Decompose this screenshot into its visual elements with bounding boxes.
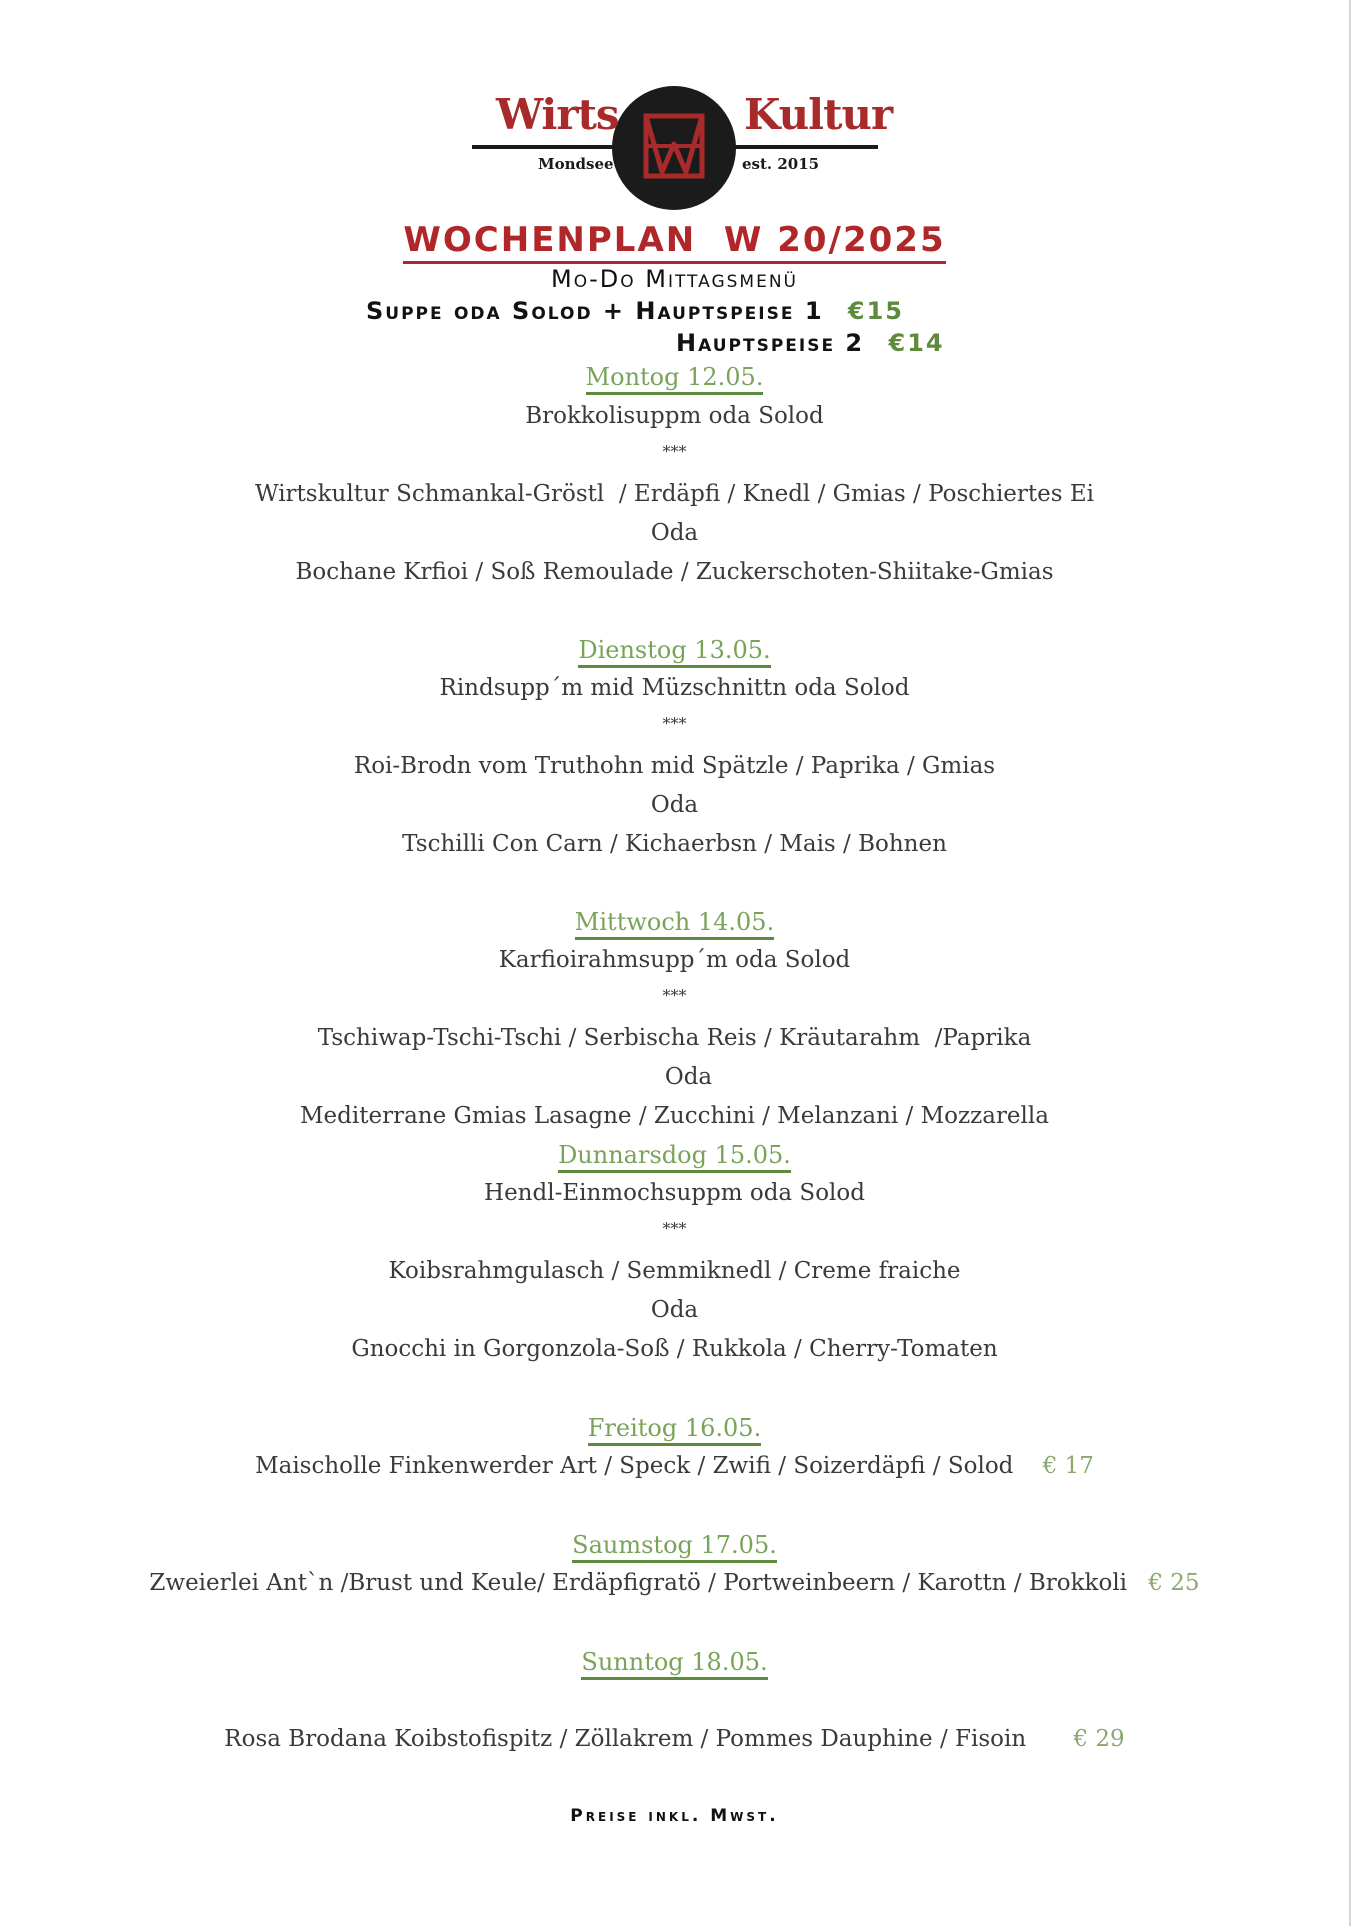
menu-line-1-text: Suppe oda Solod + Hauptspeise 1 (366, 297, 824, 325)
page-title-text: WOCHENPLAN W 20/2025 (403, 220, 945, 264)
day-label: Saumstog 17.05. (572, 1531, 777, 1563)
subtitle: Mo-Do Mittagsmenü (551, 265, 798, 293)
soup-line: Rindsupp´m mid Müzschnittn oda Solod (439, 675, 910, 701)
day-label: Montog 12.05. (586, 363, 764, 395)
day-label: Sunntog 18.05. (581, 1648, 767, 1680)
weekend-dish-row (0, 1570, 1349, 1596)
menu-line-2-text: Hauptspeise 2 (676, 329, 865, 357)
day-label: Freitog 16.05. (588, 1414, 761, 1446)
separator-stars: *** (662, 1219, 687, 1238)
soup-line: Hendl-Einmochsuppm oda Solod (484, 1180, 865, 1206)
day-heading (0, 363, 1349, 391)
logo-word-left: Wirts (496, 90, 619, 139)
weekend-price: € 25 (1148, 1570, 1200, 1596)
day-heading (0, 1531, 1349, 1559)
main-dish-1: Wirtskultur Schmankal-Gröstl / Erdäpfi / Knedl / Gmias / Poschiertes Ei (254, 481, 1095, 507)
weekend-dish-row (0, 1726, 1349, 1752)
w-monogram-icon (612, 86, 736, 210)
main-dish-2: Tschilli Con Carn / Kichaerbsn / Mais / Bohnen (402, 831, 947, 857)
day-label: Dienstog 13.05. (578, 636, 770, 668)
day-heading (0, 1648, 1349, 1676)
menu-line-2-price: €14 (888, 329, 945, 357)
menu-line-2 (676, 329, 945, 357)
day-heading (0, 908, 1349, 936)
day-label: Dunnarsdog 15.05. (558, 1141, 791, 1173)
main-dish-1: Tschiwap-Tschi-Tschi / Serbischa Reis / Kräutarahm /Paprika (317, 1025, 1032, 1051)
day-heading (0, 1141, 1349, 1169)
soup-line: Brokkolisuppm oda Solod (525, 403, 824, 429)
page-edge-rule (1349, 0, 1351, 1926)
weekend-price: € 29 (1073, 1726, 1125, 1752)
main-dish-2: Bochane Krfioi / Soß Remoulade / Zuckerschoten-Shiitake-Gmias (295, 559, 1054, 585)
main-dish-2: Mediterrane Gmias Lasagne / Zucchini / Melanzani / Mozzarella (300, 1103, 1049, 1129)
separator-stars: *** (662, 986, 687, 1005)
weekend-price: € 17 (1042, 1453, 1094, 1479)
day-heading (0, 636, 1349, 664)
subtitle-row (0, 265, 1349, 293)
weekend-dish: Zweierlei Ant`n /Brust und Keule/ Erdäpfigratö / Portweinbeern / Karottn / Brokkoli (149, 1570, 1128, 1596)
day-label: Mittwoch 14.05. (575, 908, 774, 940)
soup-line: Karfioirahmsupp´m oda Solod (498, 947, 851, 973)
main-dish-2: Gnocchi in Gorgonzola-Soß / Rukkola / Cherry-Tomaten (351, 1336, 998, 1362)
menu-line-1-price: €15 (847, 297, 904, 325)
oda-label: Oda (664, 1064, 713, 1090)
logo-sub-right: est. 2015 (742, 155, 820, 173)
day-heading (0, 1414, 1349, 1442)
weekend-dish: Maischolle Finkenwerder Art / Speck / Zwifi / Soizerdäpfi / Solod (255, 1453, 1014, 1479)
oda-label: Oda (650, 1297, 699, 1323)
logo-sub-left: Mondsee (538, 155, 614, 173)
logo (472, 86, 893, 210)
footer-note: Preise inkl. Mwst. (570, 1806, 779, 1826)
main-dish-1: Roi-Brodn vom Truthohn mid Spätzle / Paprika / Gmias (353, 753, 996, 779)
oda-label: Oda (650, 520, 699, 546)
weekend-dish-row (0, 1453, 1349, 1479)
separator-stars: *** (662, 442, 687, 461)
weekend-dish: Rosa Brodana Koibstofispitz / Zöllakrem / Pommes Dauphine / Fisoin (224, 1726, 1027, 1752)
oda-label: Oda (650, 792, 699, 818)
menu-line-1 (366, 297, 904, 325)
logo-word-right: Kultur (744, 90, 893, 139)
page-title (0, 220, 1349, 260)
separator-stars: *** (662, 714, 687, 733)
main-dish-1: Koibsrahmgulasch / Semmiknedl / Creme fraiche (388, 1258, 961, 1284)
